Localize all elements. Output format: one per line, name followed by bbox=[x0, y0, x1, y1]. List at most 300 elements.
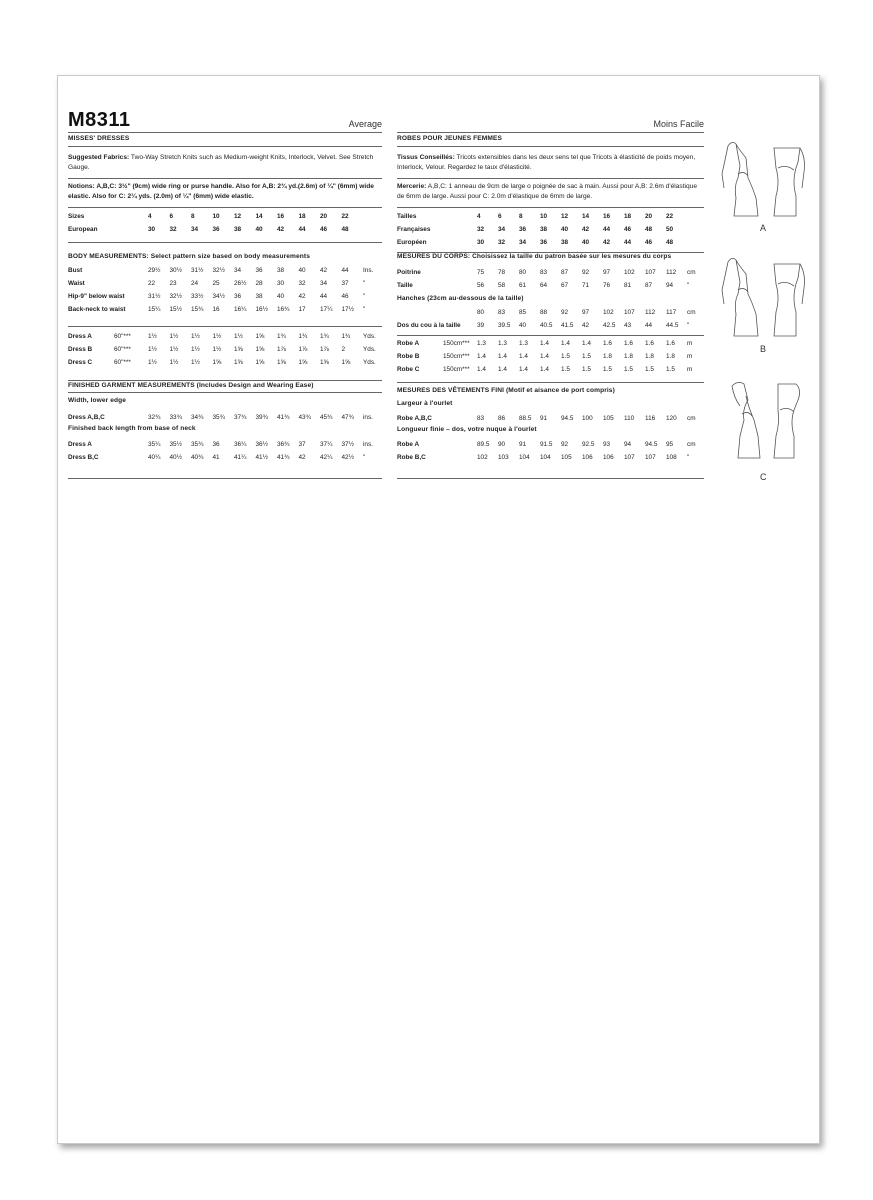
table-cell: 1⅝ bbox=[212, 359, 222, 366]
table-cell: 1.4 bbox=[540, 366, 549, 373]
table-cell: 108 bbox=[666, 454, 677, 461]
table-cell: 1.5 bbox=[666, 366, 675, 373]
table-cell: 28 bbox=[255, 280, 263, 287]
row-label: Robe B,C bbox=[397, 454, 426, 461]
yardage-table bbox=[68, 330, 376, 369]
table-cell: 32½ bbox=[212, 267, 225, 274]
fabric-width: 150cm*** bbox=[443, 366, 470, 373]
table-cell: 110 bbox=[624, 415, 635, 422]
divider bbox=[397, 178, 704, 179]
table-row bbox=[397, 337, 692, 350]
table-cell: 39 bbox=[477, 322, 485, 329]
hip-heading-fr: Hanches (23cm au-dessous de la taille) bbox=[397, 295, 524, 302]
table-cell: 61 bbox=[519, 282, 527, 289]
table-cell: 1.4 bbox=[519, 366, 528, 373]
table-cell: 94.5 bbox=[561, 415, 574, 422]
body-measurements-heading: BODY MEASUREMENTS: Select pattern size based on body measurements bbox=[68, 253, 310, 260]
table-cell: 1.4 bbox=[477, 366, 486, 373]
table-cell: 1⅝ bbox=[234, 359, 243, 366]
divider bbox=[68, 207, 382, 208]
pattern-envelope-back bbox=[57, 75, 820, 1144]
table-cell: 1.6 bbox=[603, 340, 612, 347]
table-cell: 97 bbox=[603, 269, 611, 276]
table-cell: 32 bbox=[298, 280, 306, 287]
table-cell: 29½ bbox=[148, 267, 161, 274]
table-row bbox=[397, 306, 696, 319]
table-cell: 1½ bbox=[191, 333, 200, 340]
table-cell: 1.5 bbox=[582, 366, 591, 373]
table-cell: 40.5 bbox=[540, 322, 553, 329]
unit-label: " bbox=[687, 322, 690, 329]
table-cell: 33½ bbox=[191, 293, 204, 300]
table-cell: 44 bbox=[603, 226, 611, 233]
table-cell: 44 bbox=[320, 293, 328, 300]
table-cell: 38 bbox=[561, 239, 569, 246]
notions-note bbox=[68, 182, 382, 201]
table-cell: 31½ bbox=[191, 267, 204, 274]
table-cell: 17½ bbox=[341, 306, 354, 313]
dress-a-illustration bbox=[718, 138, 808, 228]
table-cell: 116 bbox=[645, 415, 656, 422]
width-table-fr bbox=[397, 412, 696, 425]
table-cell: 93 bbox=[603, 441, 611, 448]
table-cell: 46 bbox=[624, 226, 632, 233]
table-cell: 38 bbox=[277, 267, 285, 274]
table-row bbox=[397, 438, 696, 451]
table-cell: 16 bbox=[212, 306, 220, 313]
table-row bbox=[397, 236, 687, 249]
table-cell: 6 bbox=[498, 213, 502, 220]
fabrics-note bbox=[68, 153, 382, 172]
unit-label: cm bbox=[687, 309, 696, 316]
table-row bbox=[68, 438, 373, 451]
table-cell: 33¾ bbox=[169, 414, 182, 421]
table-cell: 35¼ bbox=[148, 441, 161, 448]
table-cell: 90 bbox=[498, 441, 506, 448]
table-cell: 46 bbox=[645, 239, 653, 246]
table-cell: 18 bbox=[624, 213, 632, 220]
table-cell: 42 bbox=[582, 226, 590, 233]
table-row bbox=[68, 303, 373, 316]
width-heading-fr: Largeur à l'ourlet bbox=[397, 400, 453, 407]
table-cell: 38 bbox=[255, 293, 263, 300]
notions-label: Notions: bbox=[68, 183, 95, 190]
row-label: Dos du cou à la taille bbox=[397, 322, 461, 329]
table-cell: 35¾ bbox=[191, 441, 204, 448]
table-row bbox=[397, 279, 696, 292]
table-cell: 104 bbox=[519, 454, 530, 461]
table-cell: 37 bbox=[341, 280, 349, 287]
table-cell: 1.5 bbox=[624, 366, 633, 373]
table-cell: 34 bbox=[234, 267, 242, 274]
table-cell: 1½ bbox=[148, 333, 157, 340]
table-cell: 35¾ bbox=[212, 414, 225, 421]
table-cell: 42¼ bbox=[320, 454, 333, 461]
divider bbox=[397, 207, 704, 208]
table-cell: 39¾ bbox=[255, 414, 268, 421]
table-cell: 78 bbox=[498, 269, 506, 276]
table-cell: 1½ bbox=[148, 359, 157, 366]
length-table-fr bbox=[397, 438, 696, 464]
table-cell: 64 bbox=[540, 282, 548, 289]
table-cell: 1.6 bbox=[624, 340, 633, 347]
unit-label: Ins. bbox=[363, 267, 374, 274]
table-cell: 44 bbox=[624, 239, 632, 246]
notions-text: A,B,C: 3½" (9cm) wide ring or purse handle. Also for A,B: 2¾ yd.(2.6m) of ¼" (6mm) wide elastic. Also for C: 2¼ yds. (2.0m) of ¼" (6mm) wide elastic. bbox=[68, 183, 374, 200]
table-cell: 16¾ bbox=[277, 306, 290, 313]
size-table-fr bbox=[397, 210, 687, 249]
table-cell: 83 bbox=[540, 269, 548, 276]
unit-label: m bbox=[687, 366, 693, 373]
table-cell: 120 bbox=[666, 415, 677, 422]
row-label: Robe A,B,C bbox=[397, 415, 432, 422]
row-label: Back-neck to waist bbox=[68, 306, 126, 313]
table-row bbox=[397, 412, 696, 425]
table-cell: 43 bbox=[624, 322, 632, 329]
table-cell: 1½ bbox=[148, 346, 157, 353]
notions-text-fr: A,B,C: 1 anneau de 9cm de large o poignée de sac à main. Aussi pour A,B: 2.6m d'élastique de 6mm de large. Aussi pour C: 2.0m d'élastique de 6mm de large. bbox=[397, 183, 698, 200]
row-label: Hip-9" below waist bbox=[68, 293, 125, 300]
fabric-width: 150cm*** bbox=[443, 353, 470, 360]
table-cell: 58 bbox=[498, 282, 506, 289]
table-cell: 1½ bbox=[212, 346, 222, 353]
finished-measurements-heading: FINISHED GARMENT MEASUREMENTS (Includes Design and Wearing Ease) bbox=[68, 382, 314, 389]
unit-label: " bbox=[363, 280, 366, 287]
divider bbox=[397, 335, 704, 336]
table-cell: 44 bbox=[645, 322, 653, 329]
fabrics-text-fr: Tricots extensibles dans les deux sens tel que Tricots à élasticité de poids moyen, Interlock, Velour. Regardez le taux d'élasticité. bbox=[397, 154, 696, 171]
table-cell: 42 bbox=[298, 293, 306, 300]
divider bbox=[68, 132, 382, 133]
table-cell: 89.5 bbox=[477, 441, 490, 448]
figure-letter-b: B bbox=[760, 344, 767, 354]
fabric-width: 60"*** bbox=[114, 346, 131, 353]
table-cell: 80 bbox=[519, 269, 527, 276]
table-cell: 36 bbox=[212, 441, 220, 448]
table-cell: 20 bbox=[320, 213, 328, 220]
table-cell: 22 bbox=[341, 213, 349, 220]
length-heading: Finished back length from base of neck bbox=[68, 425, 196, 432]
table-cell: 32 bbox=[169, 226, 177, 233]
row-label: Européen bbox=[397, 239, 427, 246]
table-cell: 81 bbox=[624, 282, 632, 289]
table-cell: 1⅞ bbox=[298, 346, 308, 353]
unit-label: " bbox=[363, 306, 366, 313]
fabrics-note-fr bbox=[397, 153, 704, 172]
table-cell: 25 bbox=[212, 280, 220, 287]
table-cell: 17 bbox=[298, 306, 306, 313]
table-row bbox=[68, 451, 373, 464]
row-label: Robe A bbox=[397, 340, 420, 347]
table-cell: 107 bbox=[645, 454, 656, 461]
table-cell: 30 bbox=[277, 280, 285, 287]
table-cell: 30½ bbox=[169, 267, 182, 274]
fabrics-text: Two-Way Stretch Knits such as Medium-weight Knits, Interlock, Velvet. See Stretch Gauge. bbox=[68, 154, 374, 171]
table-cell: 95 bbox=[666, 441, 674, 448]
table-cell: 91.5 bbox=[540, 441, 553, 448]
table-cell: 1.4 bbox=[477, 353, 486, 360]
body-measurements-heading-fr: MESURES DU CORPS: Choisissez la taille du patron basée sur les mesures du corps bbox=[397, 253, 672, 260]
table-cell: 30 bbox=[477, 239, 485, 246]
table-cell: 56 bbox=[477, 282, 485, 289]
table-cell: 1¾ bbox=[277, 333, 286, 340]
table-cell: 1.4 bbox=[498, 366, 507, 373]
unit-label: cm bbox=[687, 441, 696, 448]
table-cell: 41.5 bbox=[561, 322, 574, 329]
figure-letter-c: C bbox=[760, 472, 767, 482]
table-cell: 42 bbox=[320, 267, 328, 274]
table-cell: 40¼ bbox=[148, 454, 161, 461]
table-cell: 36 bbox=[540, 239, 548, 246]
table-cell: 1.4 bbox=[540, 353, 549, 360]
table-cell: 107 bbox=[624, 309, 635, 316]
table-cell: 87 bbox=[645, 282, 653, 289]
notions-label-fr: Mercerie: bbox=[397, 183, 427, 190]
table-cell: 91 bbox=[540, 415, 548, 422]
table-cell: 47¾ bbox=[341, 414, 354, 421]
divider bbox=[68, 146, 382, 147]
table-cell: 1.6 bbox=[666, 340, 675, 347]
table-cell: 15½ bbox=[169, 306, 182, 313]
table-row bbox=[68, 223, 363, 236]
table-cell: 4 bbox=[477, 213, 481, 220]
size-table bbox=[68, 210, 363, 236]
row-label: Robe A bbox=[397, 441, 420, 448]
table-cell: 1½ bbox=[191, 346, 200, 353]
table-row bbox=[68, 277, 373, 290]
table-cell: 41¼ bbox=[234, 454, 247, 461]
row-label: Dress C bbox=[68, 359, 93, 366]
table-cell: 34 bbox=[191, 226, 199, 233]
divider bbox=[397, 382, 704, 383]
row-label: Dress B,C bbox=[68, 454, 99, 461]
divider bbox=[68, 242, 382, 243]
table-cell: 1.8 bbox=[603, 353, 612, 360]
table-cell: 36½ bbox=[255, 441, 268, 448]
table-cell: 102 bbox=[603, 309, 614, 316]
table-cell: 1½ bbox=[212, 333, 222, 340]
row-label: Waist bbox=[68, 280, 85, 287]
table-cell: 1⅞ bbox=[320, 346, 329, 353]
table-cell: 32 bbox=[498, 239, 506, 246]
table-cell: 32¾ bbox=[148, 414, 161, 421]
table-cell: 37½ bbox=[341, 441, 354, 448]
table-cell: 34½ bbox=[212, 293, 225, 300]
fabrics-label: Suggested Fabrics: bbox=[68, 154, 130, 161]
table-cell: 16 bbox=[603, 213, 611, 220]
row-label: Robe B bbox=[397, 353, 420, 360]
table-cell: 106 bbox=[582, 454, 593, 461]
table-cell: 46 bbox=[341, 293, 349, 300]
table-cell: 1.4 bbox=[582, 340, 591, 347]
table-cell: 12 bbox=[234, 213, 242, 220]
table-cell: 75 bbox=[477, 269, 485, 276]
divider bbox=[397, 132, 704, 133]
table-cell: 36¾ bbox=[277, 441, 290, 448]
table-cell: 40¾ bbox=[191, 454, 204, 461]
table-row bbox=[397, 319, 696, 332]
table-cell: 40 bbox=[561, 226, 569, 233]
table-row bbox=[397, 266, 696, 279]
table-row bbox=[68, 330, 376, 343]
unit-label: ins. bbox=[363, 441, 373, 448]
unit-label: " bbox=[687, 282, 690, 289]
table-cell: 1.3 bbox=[519, 340, 528, 347]
table-cell: 36 bbox=[519, 226, 527, 233]
table-cell: 97 bbox=[582, 309, 590, 316]
table-cell: 14 bbox=[582, 213, 590, 220]
table-cell: 37 bbox=[298, 441, 306, 448]
table-cell: 1½ bbox=[191, 359, 200, 366]
table-cell: 1.3 bbox=[498, 340, 507, 347]
table-cell: 38 bbox=[234, 226, 242, 233]
table-cell: 92.5 bbox=[582, 441, 595, 448]
table-cell: 12 bbox=[561, 213, 569, 220]
table-cell: 8 bbox=[191, 213, 195, 220]
table-cell: 26½ bbox=[234, 280, 247, 287]
table-cell: 42 bbox=[603, 239, 611, 246]
unit-label: Yds. bbox=[363, 346, 376, 353]
table-cell: 42 bbox=[298, 454, 306, 461]
table-cell: 67 bbox=[561, 282, 569, 289]
row-label: Sizes bbox=[68, 213, 85, 220]
table-row bbox=[68, 290, 373, 303]
fabrics-label-fr: Tissus Conseillés: bbox=[397, 154, 455, 161]
figure-letter-a: A bbox=[760, 223, 767, 233]
table-cell: 103 bbox=[498, 454, 509, 461]
divider bbox=[68, 392, 382, 393]
table-cell: 40 bbox=[519, 322, 527, 329]
body-measurements-table-fr bbox=[397, 266, 696, 292]
unit-label: m bbox=[687, 340, 693, 347]
table-cell: 1½ bbox=[234, 333, 243, 340]
table-row bbox=[68, 264, 373, 277]
table-cell: 4 bbox=[148, 213, 152, 220]
fabric-width: 60"*** bbox=[114, 359, 131, 366]
table-cell: 106 bbox=[603, 454, 614, 461]
table-cell: 15¾ bbox=[191, 306, 204, 313]
table-cell: 1.5 bbox=[645, 366, 654, 373]
table-cell: 34 bbox=[519, 239, 527, 246]
unit-label: cm bbox=[687, 269, 696, 276]
table-cell: 40 bbox=[582, 239, 590, 246]
table-cell: 1.5 bbox=[603, 366, 612, 373]
table-cell: 10 bbox=[212, 213, 220, 220]
table-cell: 1.8 bbox=[645, 353, 654, 360]
table-cell: 1.4 bbox=[540, 340, 549, 347]
divider bbox=[397, 478, 704, 479]
table-cell: 36 bbox=[212, 226, 220, 233]
table-cell: 36¼ bbox=[234, 441, 247, 448]
unit-label: " bbox=[363, 454, 366, 461]
table-cell: 42.5 bbox=[603, 322, 616, 329]
table-row bbox=[68, 343, 376, 356]
table-cell: 1⅝ bbox=[255, 346, 265, 353]
dress-c-illustration bbox=[718, 376, 808, 471]
row-label: Dress A,B,C bbox=[68, 414, 105, 421]
table-cell: 30 bbox=[148, 226, 156, 233]
table-cell: 34 bbox=[320, 280, 328, 287]
table-cell: 16¼ bbox=[234, 306, 247, 313]
table-cell: 107 bbox=[645, 269, 656, 276]
table-cell: 107 bbox=[624, 454, 635, 461]
table-row bbox=[68, 411, 373, 424]
table-cell: 41¾ bbox=[277, 414, 290, 421]
notions-note-fr bbox=[397, 182, 704, 201]
table-cell: 46 bbox=[320, 226, 328, 233]
table-cell: 100 bbox=[582, 415, 593, 422]
table-cell: 36 bbox=[255, 267, 263, 274]
table-cell: 94 bbox=[666, 282, 674, 289]
table-row bbox=[397, 451, 696, 464]
table-cell: 40 bbox=[277, 293, 285, 300]
table-row bbox=[397, 223, 687, 236]
table-cell: 48 bbox=[645, 226, 653, 233]
row-label bbox=[397, 306, 477, 319]
table-cell: 1½ bbox=[169, 333, 179, 340]
table-cell: 1⅝ bbox=[277, 359, 286, 366]
row-label: Taille bbox=[397, 282, 413, 289]
divider bbox=[68, 478, 382, 479]
divider bbox=[68, 326, 382, 327]
table-cell: 31½ bbox=[148, 293, 161, 300]
table-cell: 23 bbox=[169, 280, 177, 287]
table-cell: 1.5 bbox=[561, 366, 570, 373]
table-cell: 38 bbox=[540, 226, 548, 233]
table-cell: 16 bbox=[277, 213, 285, 220]
table-cell: 40½ bbox=[169, 454, 182, 461]
table-cell: 1.4 bbox=[519, 353, 528, 360]
table-cell: 1.6 bbox=[645, 340, 654, 347]
table-cell: 34¾ bbox=[191, 414, 204, 421]
table-cell: 104 bbox=[540, 454, 551, 461]
table-cell: 42 bbox=[277, 226, 285, 233]
table-row bbox=[397, 350, 692, 363]
table-cell: 1⅝ bbox=[255, 359, 265, 366]
table-cell: 48 bbox=[666, 239, 674, 246]
table-cell: 1.5 bbox=[582, 353, 591, 360]
table-cell: 48 bbox=[341, 226, 349, 233]
table-cell: 15¼ bbox=[148, 306, 161, 313]
table-row bbox=[397, 363, 692, 376]
fabric-width: 60"*** bbox=[114, 333, 131, 340]
table-cell: 20 bbox=[645, 213, 653, 220]
table-cell: 112 bbox=[666, 269, 677, 276]
table-cell: 1⅝ bbox=[341, 359, 351, 366]
row-label: Bust bbox=[68, 267, 83, 274]
table-cell: 1.4 bbox=[561, 340, 570, 347]
table-cell: 24 bbox=[191, 280, 199, 287]
table-cell: 44 bbox=[298, 226, 306, 233]
row-label: Robe C bbox=[397, 366, 420, 373]
length-table bbox=[68, 438, 373, 464]
table-cell: 36 bbox=[234, 293, 242, 300]
table-cell: 32 bbox=[477, 226, 485, 233]
table-cell: 41¾ bbox=[277, 454, 290, 461]
table-cell: 18 bbox=[298, 213, 306, 220]
table-cell: 42 bbox=[582, 322, 590, 329]
table-row bbox=[68, 356, 376, 369]
table-cell: 1¾ bbox=[341, 333, 351, 340]
difficulty-level: Average bbox=[348, 119, 382, 129]
yardage-table-fr bbox=[397, 337, 692, 376]
table-row bbox=[68, 210, 363, 223]
table-cell: 83 bbox=[477, 415, 485, 422]
unit-label: Yds. bbox=[363, 333, 376, 340]
table-cell: 1½ bbox=[169, 359, 179, 366]
row-label: Poitrine bbox=[397, 269, 421, 276]
fabric-width: 150cm*** bbox=[443, 340, 470, 347]
